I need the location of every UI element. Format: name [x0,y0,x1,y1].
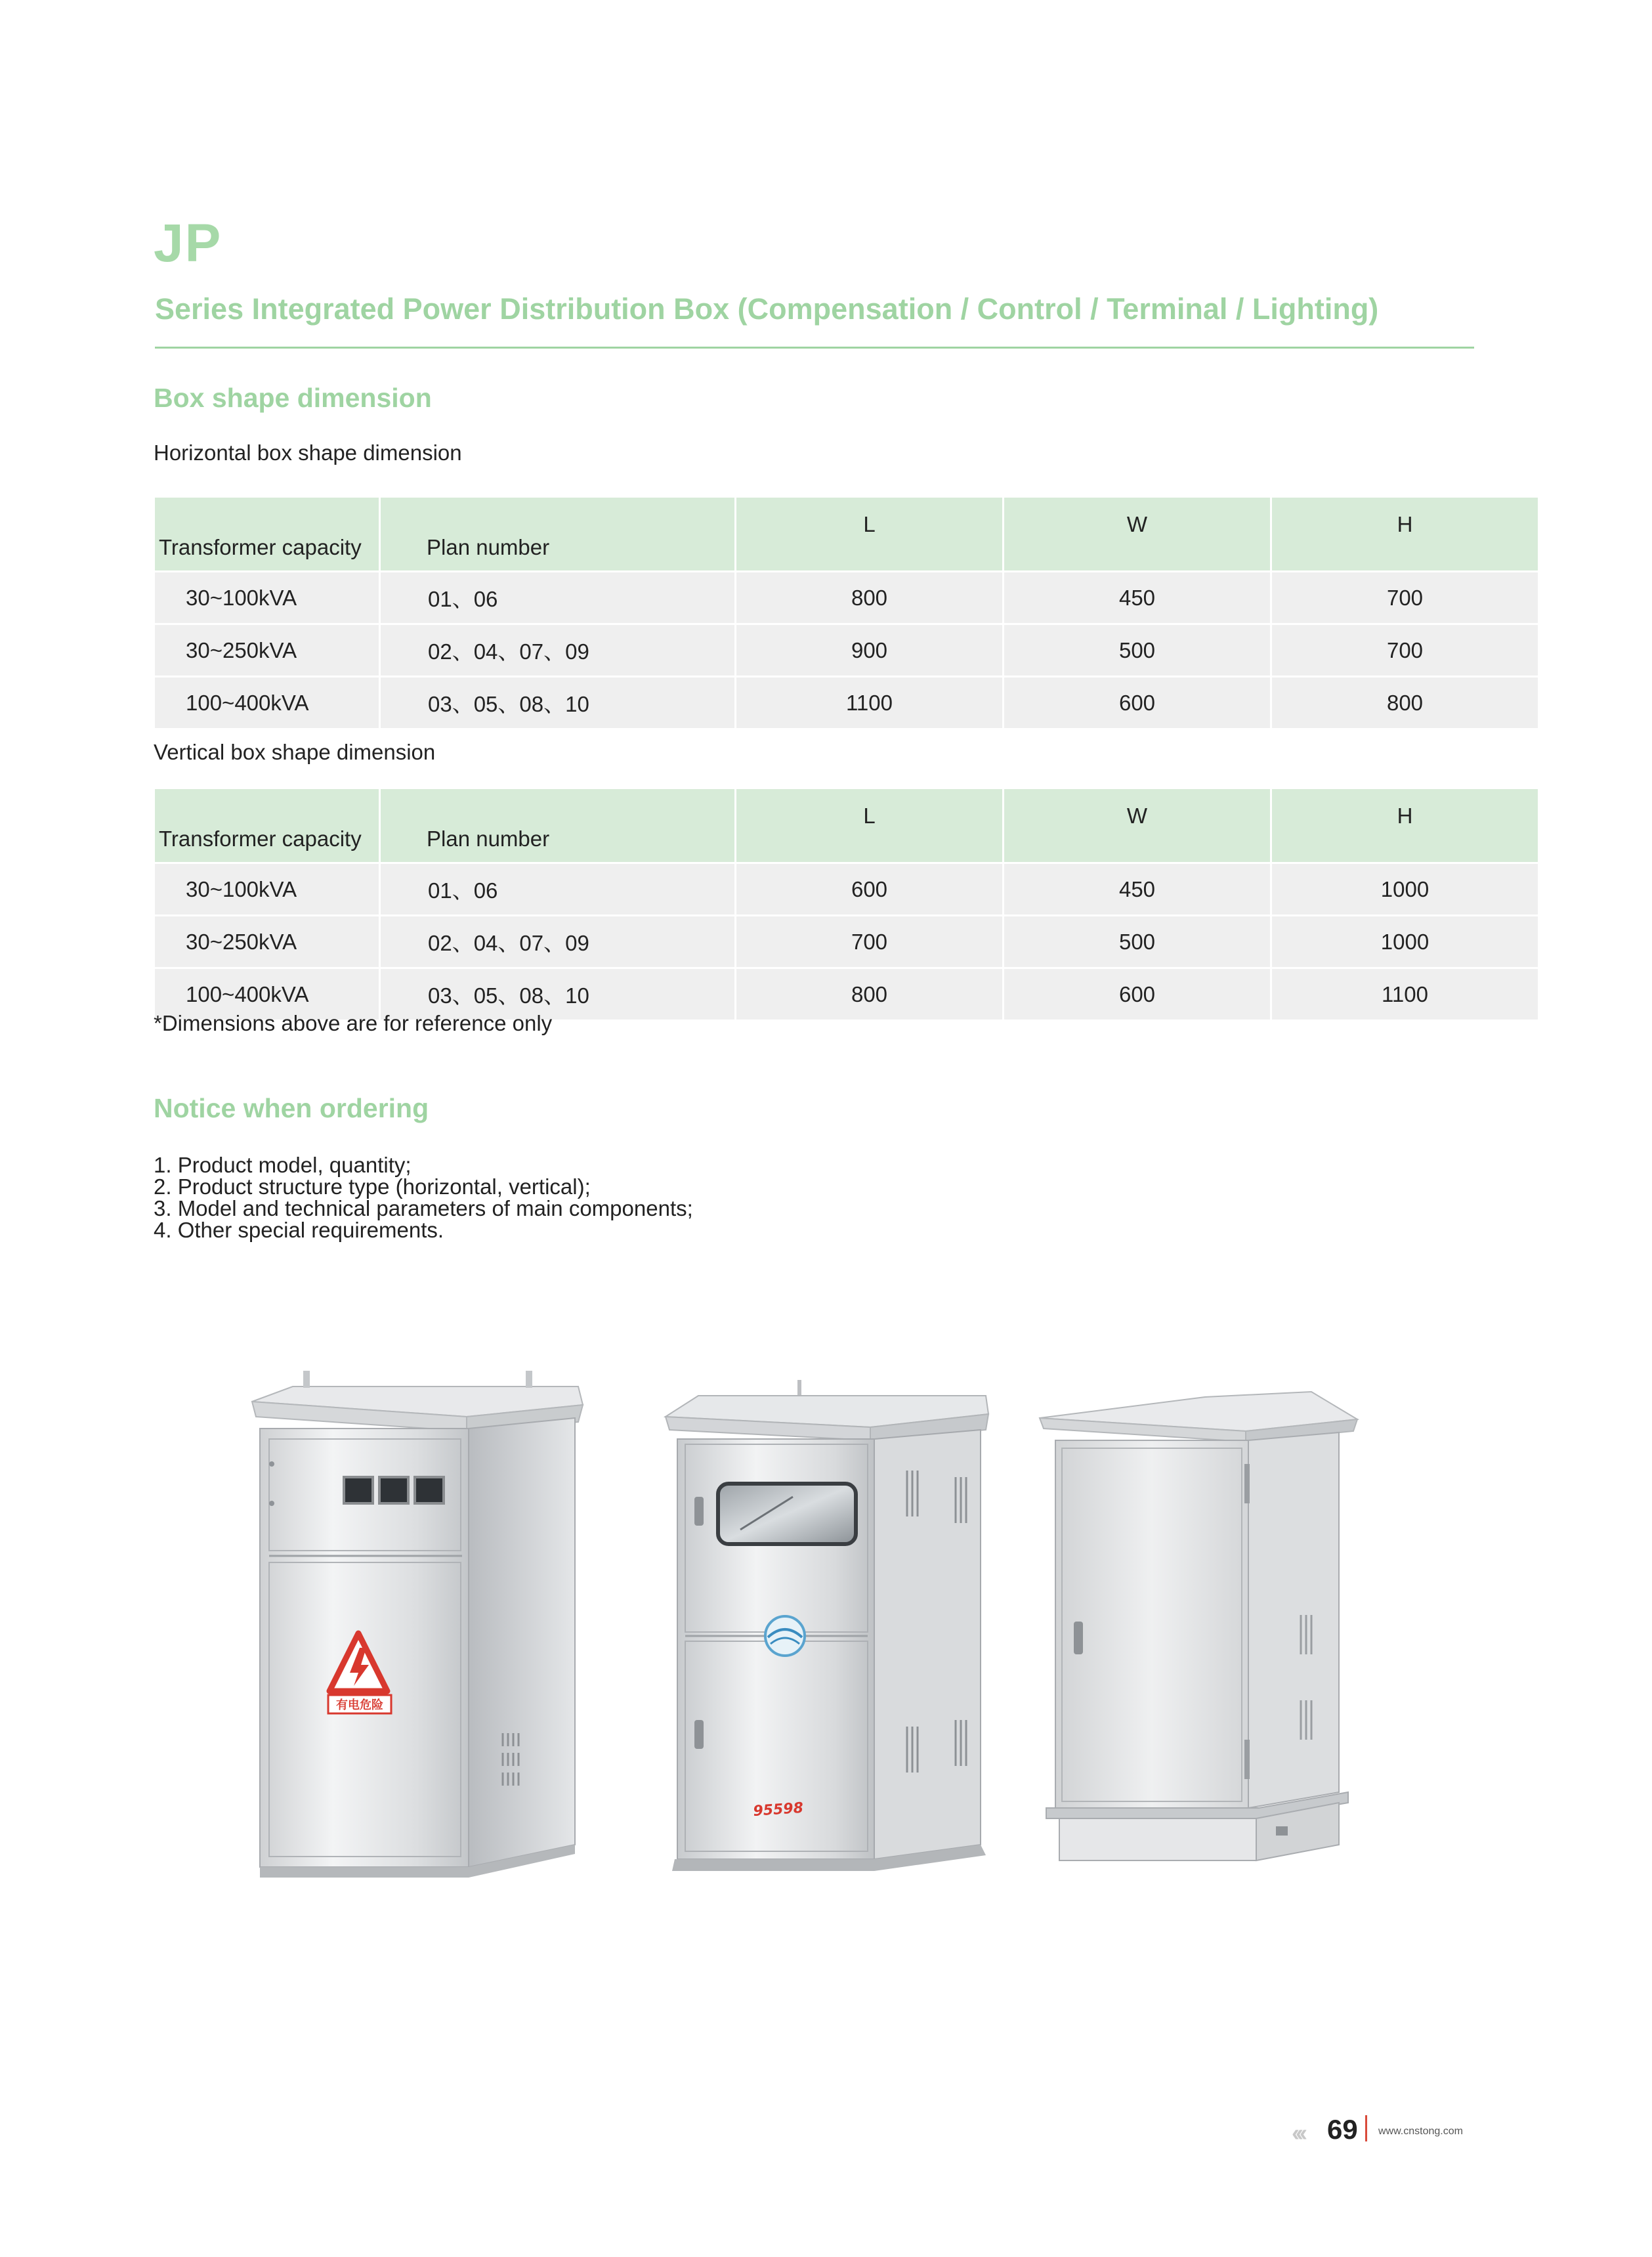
cell-h: 700 [1271,572,1538,624]
cell-capacity: 100~400kVA [155,968,380,1020]
list-item: 2. Product structure type (horizontal, vertical); [154,1174,591,1199]
table-row [155,916,1538,968]
cell-plan: 02、04、07、09 [380,916,736,968]
cell-h: 1000 [1271,916,1538,968]
cell-l: 1100 [736,677,1004,729]
column-header-capacity: Transformer capacity [155,789,380,863]
series-code: JP [154,213,222,273]
product-photo-roof-cabinet [1036,1385,1361,1871]
column-header-plan: Plan number [380,498,736,572]
list-item: 1. Product model, quantity; [154,1153,412,1177]
column-header-l: L [736,789,1004,863]
hotline-label: 95598 [752,1799,804,1820]
section-heading-dimensions: Box shape dimension [154,383,432,413]
cell-plan: 01、06 [380,863,736,916]
vertical-dimension-table [155,789,1538,1020]
list-item: 4. Other special requirements. [154,1218,444,1242]
cell-plan: 02、04、07、09 [380,624,736,677]
cell-capacity: 30~100kVA [155,572,380,624]
column-header-capacity: Transformer capacity [155,498,380,572]
section-heading-ordering: Notice when ordering [154,1093,429,1123]
cell-h: 700 [1271,624,1538,677]
footer-divider [1365,2115,1367,2141]
cell-capacity: 30~250kVA [155,916,380,968]
cell-h: 1000 [1271,863,1538,916]
horizontal-table-caption: Horizontal box shape dimension [154,441,462,465]
cell-plan: 03、05、08、10 [380,677,736,729]
warning-label: 有电危险 [336,1698,383,1712]
cell-plan: 03、05、08、10 [380,968,736,1020]
cell-h: 1100 [1271,968,1538,1020]
table-header-row [155,498,1538,572]
list-item: 3. Model and technical parameters of main components; [154,1196,693,1220]
product-photo-meter-cabinet [247,1365,588,1884]
cell-l: 800 [736,968,1004,1020]
cell-w: 600 [1004,968,1271,1020]
horizontal-dimension-table [155,498,1538,728]
dimensions-note: *Dimensions above are for reference only [154,1011,553,1035]
vertical-table-caption: Vertical box shape dimension [154,740,436,764]
footer-url: www.cnstong.com [1378,2126,1463,2137]
footer-chevrons: ‹‹‹ [1292,2119,1303,2146]
series-title: Series Integrated Power Distribution Box (Compensation / Control / Terminal / Lighting) [155,292,1379,326]
cell-w: 450 [1004,572,1271,624]
title-divider [155,347,1474,349]
table-row [155,572,1538,624]
page-number: 69 [1327,2114,1358,2145]
cell-capacity: 30~100kVA [155,863,380,916]
column-header-h: H [1271,789,1538,863]
cell-l: 900 [736,624,1004,677]
cell-l: 800 [736,572,1004,624]
column-header-l: L [736,498,1004,572]
cell-l: 600 [736,863,1004,916]
cell-capacity: 30~250kVA [155,624,380,677]
table-header-row [155,789,1538,863]
ordering-list [154,1154,693,1241]
cell-capacity: 100~400kVA [155,677,380,729]
product-photo-window-cabinet [662,1372,995,1884]
column-header-plan: Plan number [380,789,736,863]
table-row [155,863,1538,916]
column-header-h: H [1271,498,1538,572]
table-row [155,624,1538,677]
cell-w: 500 [1004,916,1271,968]
table-row [155,677,1538,729]
cell-plan: 01、06 [380,572,736,624]
column-header-w: W [1004,789,1271,863]
cell-h: 800 [1271,677,1538,729]
column-header-w: W [1004,498,1271,572]
cell-l: 700 [736,916,1004,968]
cell-w: 600 [1004,677,1271,729]
cell-w: 450 [1004,863,1271,916]
cell-w: 500 [1004,624,1271,677]
